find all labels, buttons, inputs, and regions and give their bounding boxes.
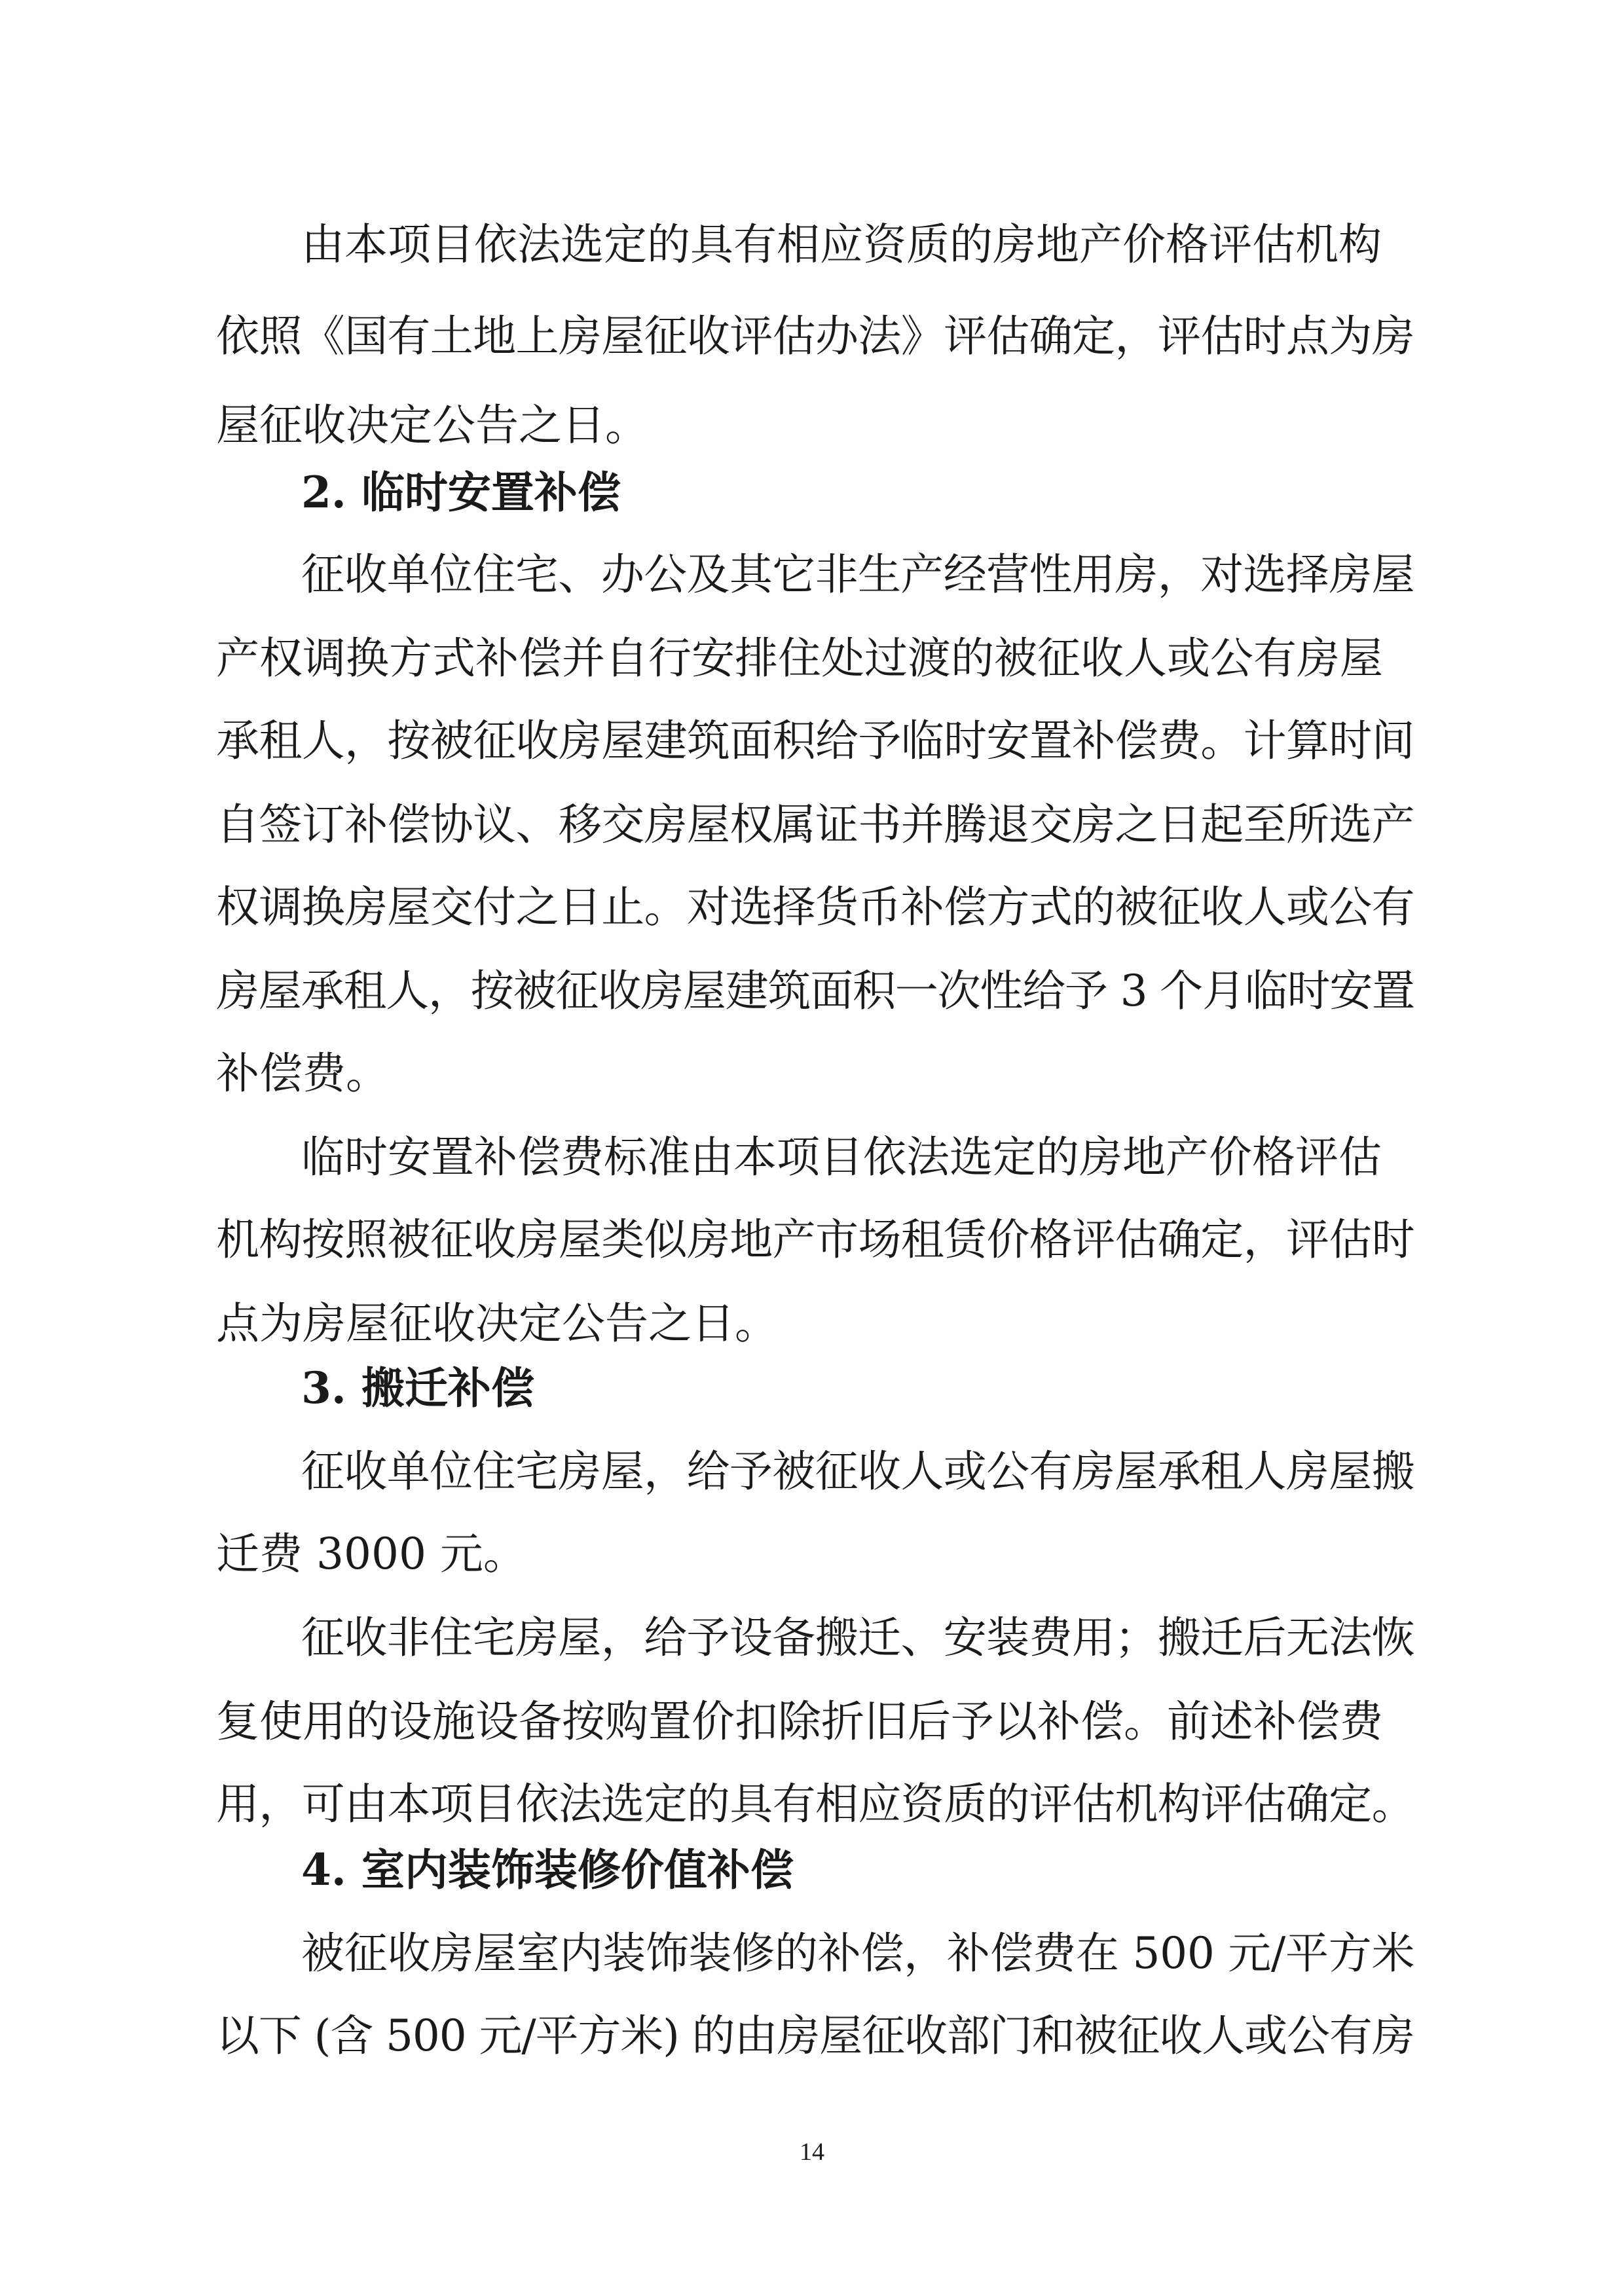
section-heading: 3. 搬迁补偿 [301, 1362, 534, 1413]
paragraph-line: 承租人，按被征收房屋建筑面积给予临时安置补偿费。计算时间 [216, 716, 1414, 766]
paragraph-line: 征收单位住宅、办公及其它非生产经营性用房，对选择房屋 [301, 549, 1414, 600]
paragraph-line: 点为房屋征收决定公告之日。 [216, 1298, 778, 1349]
paragraph-line: 征收非住宅房屋，给予设备搬迁、安装费用；搬迁后无法恢 [301, 1613, 1414, 1663]
paragraph-line: 屋征收决定公告之日。 [216, 400, 648, 450]
paragraph-line: 房屋承租人，按被征收房屋建筑面积一次性给予 3 个月临时安置 [216, 966, 1414, 1016]
paragraph-line: 以下 (含 500 元/平方米) 的由房屋征收部门和被征收人或公有房 [216, 2011, 1414, 2061]
paragraph-line: 补偿费。 [216, 1048, 389, 1099]
paragraph-line: 被征收房屋室内装饰装修的补偿，补偿费在 500 元/平方米 [301, 1928, 1415, 1978]
paragraph-line: 临时安置补偿费标准由本项目依法选定的房地产价格评估 [301, 1132, 1382, 1182]
paragraph-line: 机构按照被征收房屋类似房地产市场租赁价格评估确定，评估时 [216, 1214, 1414, 1265]
paragraph-line: 迁费 3000 元。 [216, 1529, 526, 1579]
paragraph-line: 复使用的设施设备按购置价扣除折旧后予以补偿。前述补偿费 [216, 1696, 1383, 1747]
page-number: 14 [800, 2138, 824, 2166]
paragraph-line: 自签订补偿协议、移交房屋权属证书并腾退交房之日起至所选产 [216, 799, 1414, 850]
paragraph-line: 权调换房屋交付之日止。对选择货币补偿方式的被征收人或公有 [216, 882, 1414, 932]
paragraph-line: 征收单位住宅房屋，给予被征收人或公有房屋承租人房屋搬 [301, 1446, 1414, 1497]
paragraph-line: 由本项目依法选定的具有相应资质的房地产价格评估机构 [301, 219, 1382, 270]
section-heading: 4. 室内装饰装修价值补偿 [301, 1844, 794, 1895]
paragraph-line: 产权调换方式补偿并自行安排住处过渡的被征收人或公有房屋 [216, 633, 1383, 683]
paragraph-line: 用，可由本项目依法选定的具有相应资质的评估机构评估确定。 [216, 1779, 1414, 1829]
paragraph-line: 依照《国有土地上房屋征收评估办法》评估确定，评估时点为房 [216, 311, 1414, 361]
section-heading: 2. 临时安置补偿 [301, 467, 621, 518]
